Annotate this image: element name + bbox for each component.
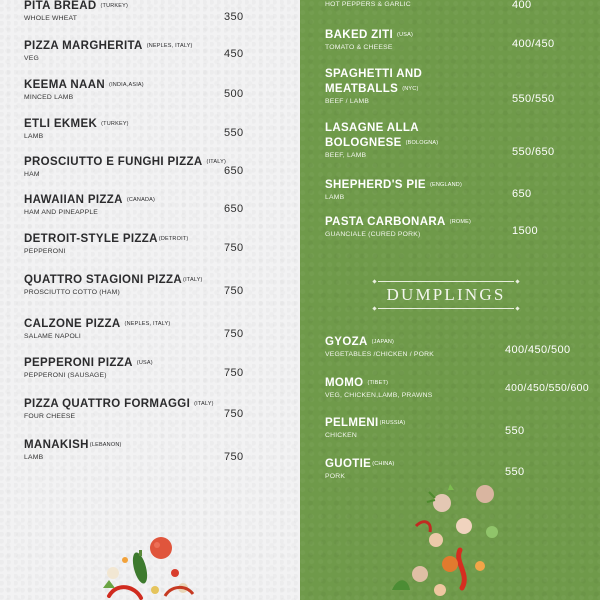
item-origin: (ITALY) [194, 401, 214, 407]
item-description: VEG, CHICKEN,LAMB, PRAWNS [325, 392, 433, 399]
item-name: PIZZA QUATTRO FORMAGGI (ITALY) [24, 398, 214, 410]
item-description: FOUR CHEESE [24, 413, 76, 420]
item-price: 550/650 [512, 146, 555, 158]
item-origin: (JAPAN) [371, 339, 395, 345]
item-price: 750 [224, 451, 244, 463]
item-name: HAWAIIAN PIZZA (CANADA) [24, 194, 156, 206]
item-description: LAMB [24, 133, 44, 140]
item-description: MINCED LAMB [24, 94, 74, 101]
item-description: LAMB [24, 454, 44, 461]
item-name: ETLI EKMEK (TURKEY) [24, 118, 129, 130]
item-description: HAM [24, 171, 40, 178]
item-name-line1: SPAGHETTI AND [325, 68, 423, 80]
item-origin: (NYC) [402, 86, 419, 92]
item-price: 550 [224, 127, 244, 139]
item-origin: (TIBET) [367, 380, 389, 386]
item-description: PROSCIUTTO COTTO (HAM) [24, 289, 120, 296]
item-name: PROSCIUTTO E FUNGHI PIZZA (ITALY) [24, 156, 227, 168]
item-description: HOT PEPPERS & GARLIC [325, 1, 411, 8]
item-price: 650 [224, 203, 244, 215]
item-description: LAMB [325, 194, 345, 201]
vegetable-illustration-right [380, 478, 510, 600]
item-origin: (USA) [397, 32, 414, 38]
item-price: 750 [224, 367, 244, 379]
item-price: 400/450/550/600 [505, 383, 590, 394]
item-description: WHOLE WHEAT [24, 15, 78, 22]
item-origin: (USA) [136, 360, 153, 366]
item-price: 550 [505, 466, 525, 478]
item-name: DETROIT-STYLE PIZZA(DETROIT) [24, 233, 189, 245]
item-description: SALAME NAPOLI [24, 333, 81, 340]
item-description: PEPPERONI [24, 248, 66, 255]
item-origin: (NEPLES, ITALY) [124, 321, 171, 327]
item-description: VEG [24, 55, 39, 62]
item-origin: (ROME) [449, 219, 472, 225]
item-name: GYOZA (JAPAN) [325, 336, 395, 348]
menu-item-partial [325, 0, 595, 8]
item-name: QUATTRO STAGIONI PIZZA(ITALY) [24, 274, 203, 286]
item-origin: (TURKEY) [100, 3, 129, 9]
item-origin: (RUSSIA) [379, 420, 406, 426]
item-origin: (CANADA) [126, 197, 156, 203]
ornament-icon [372, 279, 376, 283]
divider [378, 281, 514, 282]
item-price: 650 [512, 188, 532, 200]
item-origin: (INDIA,ASIA) [109, 82, 144, 88]
item-name: PEPPERONI PIZZA (USA) [24, 357, 153, 369]
item-description: PEPPERONI (SAUSAGE) [24, 372, 107, 379]
item-name: MOMO (TIBET) [325, 377, 389, 389]
item-price: 750 [224, 242, 244, 254]
item-origin: (DETROIT) [158, 236, 189, 242]
item-price: 650 [224, 165, 244, 177]
menu-item [325, 215, 595, 238]
item-name: MANAKISH(LEBANON) [24, 439, 122, 451]
item-name: BAKED ZITI (USA) [325, 29, 414, 41]
item-name: BOLOGNESE (BOLOGNA) [325, 137, 439, 149]
item-price: 400/450 [512, 38, 555, 50]
ornament-icon [515, 279, 519, 283]
item-name: PASTA CARBONARA (ROME) [325, 216, 472, 228]
item-origin: (ITALY) [206, 159, 227, 165]
item-description: BEEF, LAMB [325, 152, 367, 159]
ornament-icon [515, 306, 519, 310]
item-description: HAM AND PINEAPPLE [24, 209, 99, 216]
item-name: PELMENI(RUSSIA) [325, 417, 406, 429]
item-price: 500 [224, 88, 244, 100]
item-name: PITA BREAD (TURKEY) [24, 0, 129, 12]
item-price: 550 [505, 425, 525, 437]
item-price: 450 [224, 48, 244, 60]
section-header-dumplings [372, 276, 520, 314]
item-origin: (TURKEY) [101, 121, 129, 127]
item-origin: (BOLOGNA) [405, 140, 439, 146]
item-price: 400 [512, 0, 532, 11]
item-description: BEEF / LAMB [325, 98, 370, 105]
item-origin: (NEPLES, ITALY) [146, 43, 193, 49]
menu-item [325, 178, 595, 201]
item-name: GUOTIE(CHINA) [325, 458, 395, 470]
item-price: 750 [224, 328, 244, 340]
item-description: PORK [325, 473, 346, 480]
item-price: 750 [224, 285, 244, 297]
item-origin: (ITALY) [183, 277, 203, 283]
item-price: 1500 [512, 225, 539, 237]
item-price: 550/550 [512, 93, 555, 105]
menu-item [325, 457, 595, 480]
item-price: 350 [224, 11, 244, 23]
item-description: GUANCIALE (CURED PORK) [325, 231, 421, 238]
item-description: TOMATO & CHEESE [325, 44, 393, 51]
menu-item [325, 416, 595, 439]
item-name: MEATBALLS (NYC) [325, 83, 419, 95]
item-origin: (LEBANON) [89, 442, 122, 448]
item-name: KEEMA NAAN (INDIA,ASIA) [24, 79, 144, 91]
vegetable-illustration-left [95, 528, 205, 600]
item-name: PIZZA MARGHERITA (NEPLES, ITALY) [24, 40, 193, 52]
item-name: SHEPHERD'S PIE (ENGLAND) [325, 179, 462, 191]
item-description: CHICKEN [325, 432, 357, 439]
item-description: VEGETABLES /CHICKEN / PORK [325, 351, 434, 358]
item-price: 400/450/500 [505, 344, 571, 356]
item-name-line1: LASAGNE ALLA [325, 122, 419, 134]
section-title: DUMPLINGS [386, 285, 506, 304]
item-price: 750 [224, 408, 244, 420]
item-origin: (ENGLAND) [429, 182, 462, 188]
item-origin: (CHINA) [372, 461, 395, 467]
divider [378, 308, 514, 309]
ornament-icon [372, 306, 376, 310]
item-name: CALZONE PIZZA (NEPLES, ITALY) [24, 318, 171, 330]
